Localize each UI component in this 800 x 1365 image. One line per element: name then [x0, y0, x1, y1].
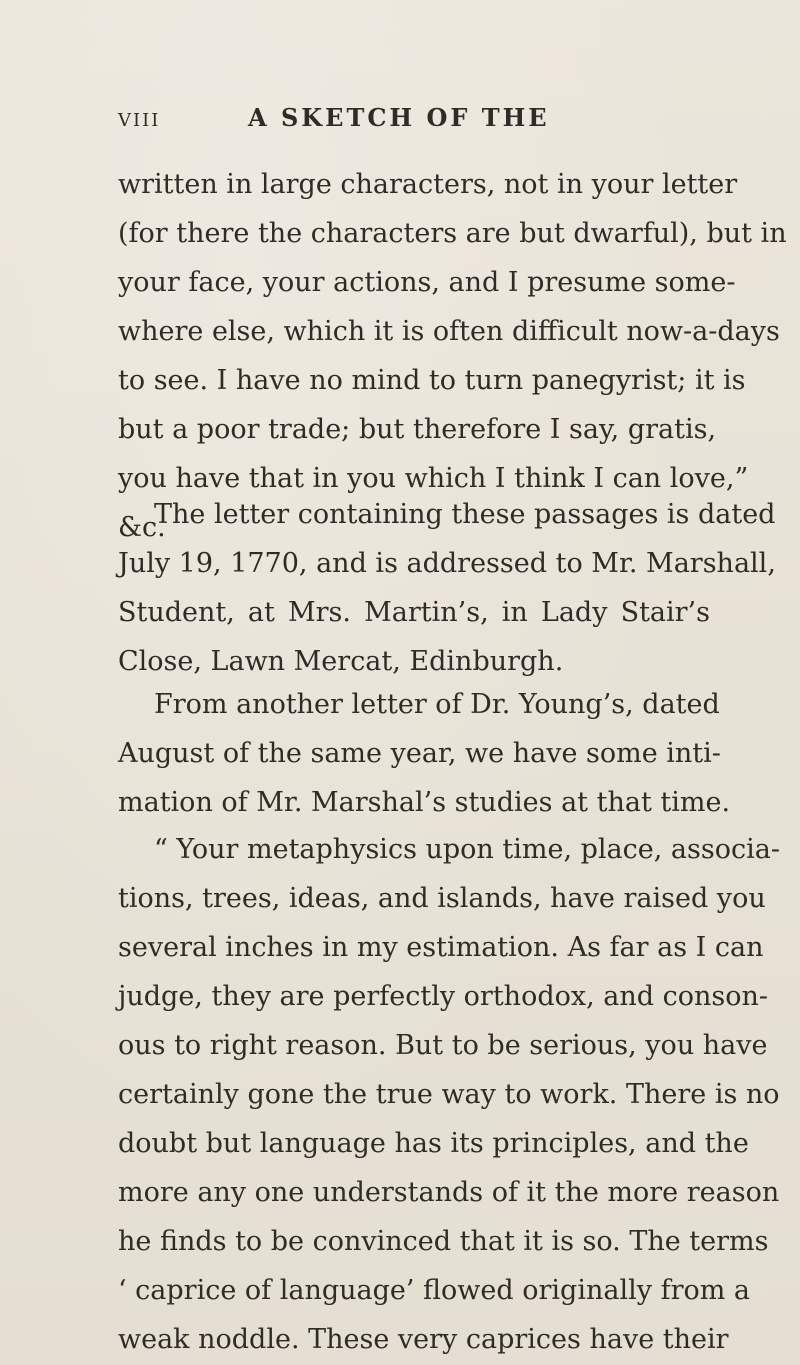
text-line: where else, which it is often difficult now-a-days	[118, 316, 780, 347]
text-line: more any one understands of it the more reason	[118, 1177, 780, 1208]
text-line: written in large characters, not in your letter	[118, 169, 738, 200]
paragraph-2	[118, 490, 776, 686]
text-line: From another letter of Dr. Young’s, dated	[154, 689, 720, 720]
text-line: but a poor trade; but therefore I say, gratis,	[118, 414, 717, 445]
text-line: &c.	[118, 512, 166, 543]
text-line: ‘ caprice of language’ flowed originally from a	[118, 1275, 751, 1306]
text-line: Close, Lawn Mercat, Edinburgh.	[118, 646, 564, 677]
text-line: judge, they are perfectly orthodox, and conson-	[118, 981, 769, 1012]
paragraph-4-quotation	[118, 825, 780, 1364]
text-line: tions, trees, ideas, and islands, have raised you	[118, 883, 766, 914]
page-number: viii	[118, 103, 161, 133]
text-line: August of the same year, we have some inti-	[118, 738, 721, 769]
text-line: Student, at Mrs. Martin’s, in Lady Stair’s	[118, 597, 710, 628]
running-head: A SKETCH OF THE	[248, 103, 550, 132]
text-line: weak noddle. These very caprices have their	[118, 1324, 729, 1355]
text-line: ous to right reason. But to be serious, you have	[118, 1030, 768, 1061]
text-line: several inches in my estimation. As far as I can	[118, 932, 764, 963]
text-line: he finds to be convinced that it is so. The terms	[118, 1226, 769, 1257]
text-line: doubt but language has its principles, and the	[118, 1128, 749, 1159]
text-line: certainly gone the true way to work. There is no	[118, 1079, 780, 1110]
text-line: mation of Mr. Marshal’s studies at that time.	[118, 787, 731, 818]
text-line: your face, your actions, and I presume some-	[118, 267, 736, 298]
text-line: (for there the characters are but dwarful), but in	[118, 218, 787, 249]
text-line: July 19, 1770, and is addressed to Mr. Marshall,	[118, 548, 776, 579]
paragraph-3	[118, 680, 731, 827]
page-header	[118, 103, 720, 143]
text-line: you have that in you which I think I can love,”	[118, 463, 749, 494]
text-line: The letter containing these passages is dated	[154, 499, 776, 530]
text-line: to see. I have no mind to turn panegyrist; it is	[118, 365, 746, 396]
text-line: “ Your metaphysics upon time, place, associa-	[154, 834, 780, 865]
